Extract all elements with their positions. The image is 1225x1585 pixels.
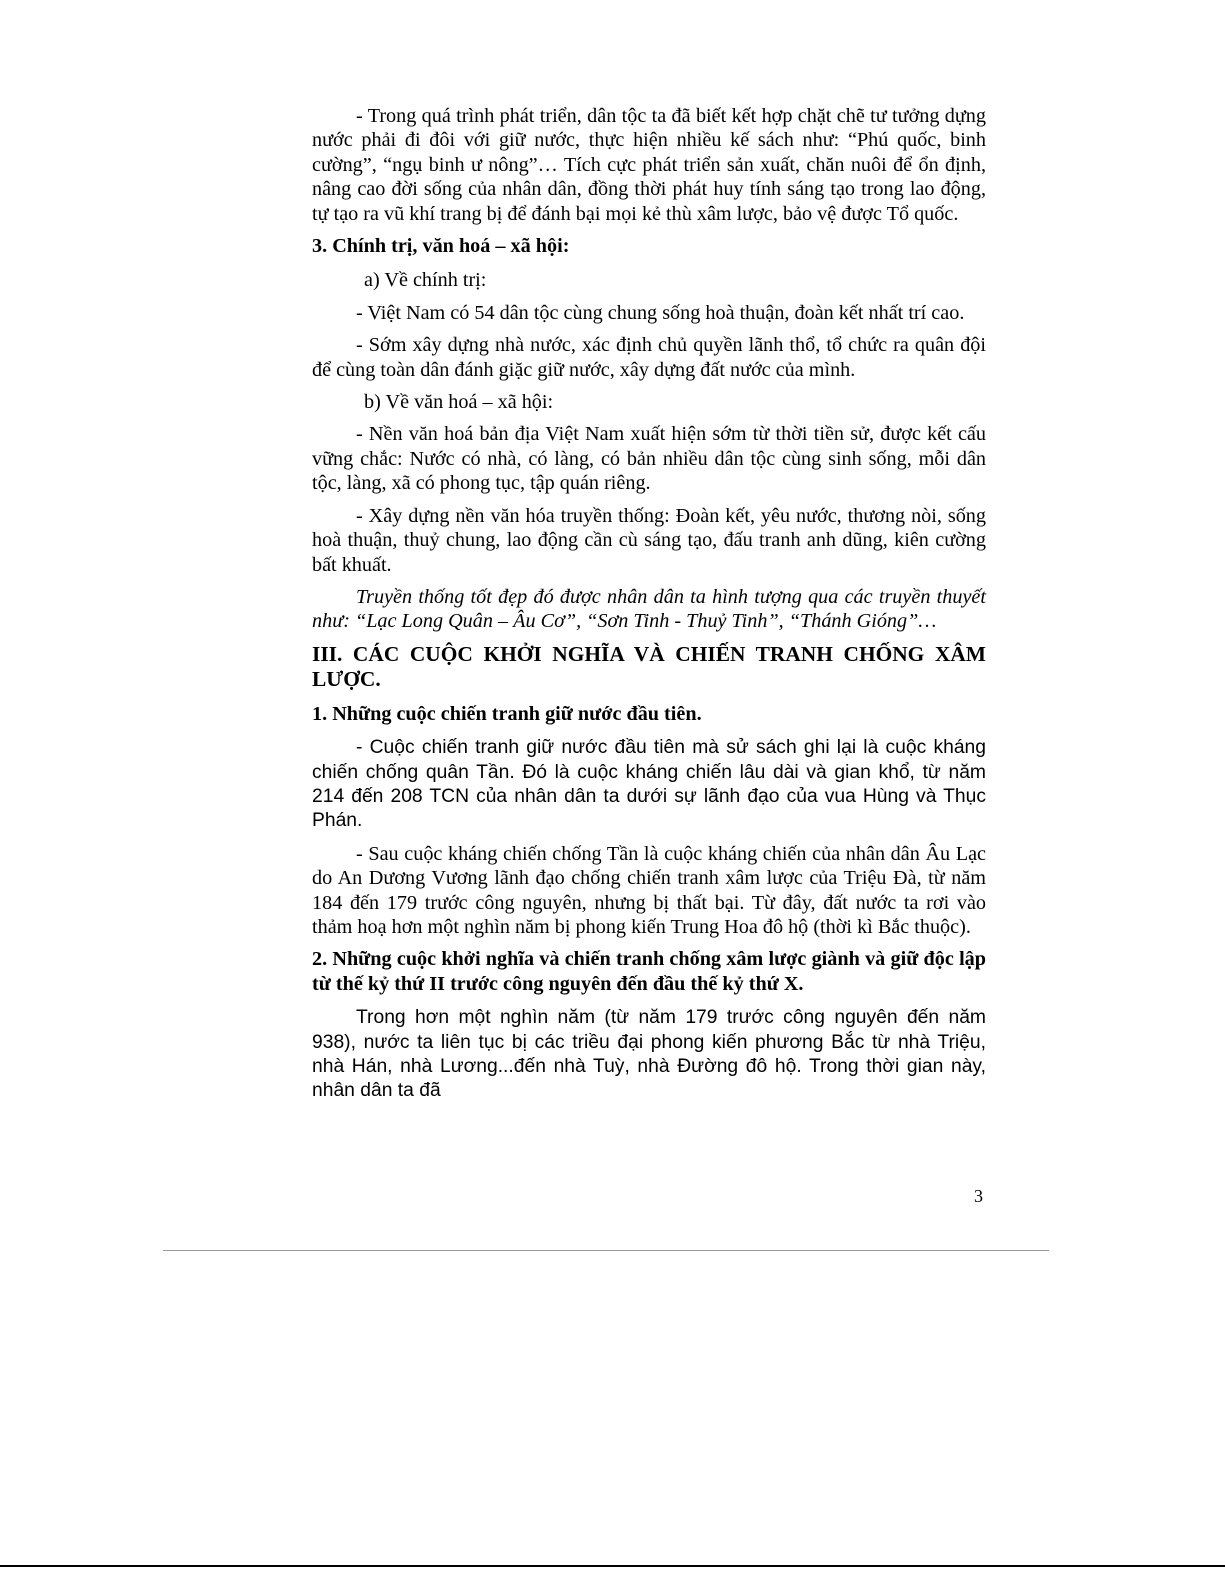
- paragraph-ethnic-groups: - Việt Nam có 54 dân tộc cùng chung sống hoà thuận, đoàn kết nhất trí cao.: [356, 301, 965, 324]
- page-number: 3: [974, 1186, 983, 1206]
- subheading-culture-society: b) Về văn hoá – xã hội:: [364, 391, 554, 414]
- section-heading-first-wars: 1. Những cuộc chiến tranh giữ nước đầu tiên.: [312, 702, 702, 725]
- paragraph-native-culture: - Nền văn hoá bản địa Việt Nam xuất hiện sớm từ thời tiền sử, được kết cấu vững chắc: Nước có nhà, có làng, có bản nhiều dân tộc cùng sinh sống, mỗi dân tộc, làng, xã có phong tục, tập quán riêng.: [312, 423, 986, 495]
- section-heading-independence-wars: 2. Những cuộc khởi nghĩa và chiến tranh chống xâm lược giành và giữ độc lập từ thế kỷ thứ II trước công nguyên đến đầu thế kỷ thứ X.: [312, 948, 986, 995]
- subheading-politics: a) Về chính trị:: [364, 269, 487, 292]
- paragraph-traditional-culture: - Xây dựng nền văn hóa truyền thống: Đoàn kết, yêu nước, thương nòi, sống hoà thuận, thuỷ chung, lao động cần cù sáng tạo, đấu tranh anh dũng, kiên cường bất khuất.: [312, 504, 986, 576]
- paragraph-legends: Truyền thống tốt đẹp đó được nhân dân ta hình tượng qua các truyền thuyết như: “Lạc Long Quân – Âu Cơ”, “Sơn Tinh - Thuỷ Tinh”, “Thánh Gióng”…: [312, 585, 986, 633]
- chapter-heading-uprisings: III. CÁC CUỘC KHỞI NGHĨA VÀ CHIẾN TRANH CHỐNG XÂM LƯỢC.: [312, 641, 986, 691]
- document-page: [312, 104, 986, 1112]
- page-footer-divider: [163, 1250, 1049, 1251]
- bottom-border: [0, 1565, 1225, 1567]
- paragraph-qin-resistance: - Cuộc chiến tranh giữ nước đầu tiên mà sử sách ghi lại là cuộc kháng chiến chống quân Tần. Đó là cuộc kháng chiến lâu dài và gian khổ, từ năm 214 đến 208 TCN của nhân dân ta dưới sự lãnh đạo của vua Hùng và Thục Phán.: [312, 737, 986, 832]
- paragraph-au-lac-resistance: - Sau cuộc kháng chiến chống Tần là cuộc kháng chiến của nhân dân Âu Lạc do An Dương Vương lãnh đạo chống chiến tranh xâm lược của Triệu Đà, từ năm 184 đến 179 trước công nguyên, nhưng bị thất bại. Từ đây, đất nước ta rơi vào thảm hoạ hơn một nghìn năm bị phong kiến Trung Hoa đô hộ (thời kì Bắc thuộc).: [312, 842, 986, 938]
- paragraph-development: - Trong quá trình phát triển, dân tộc ta đã biết kết hợp chặt chẽ tư tưởng dựng nước phải đi đôi với giữ nước, thực hiện nhiều kế sách như: “Phú quốc, binh cường”, “ngụ binh ư nông”… Tích cực phát triển sản xuất, chăn nuôi để ổn định, nâng cao đời sống của nhân dân, đồng thời phát huy tính sáng tạo trong lao động, tự tạo ra vũ khí trang bị để đánh bại mọi kẻ thù xâm lược, bảo vệ được Tổ quốc.: [312, 105, 986, 225]
- paragraph-northern-domination: Trong hơn một nghìn năm (từ năm 179 trước công nguyên đến năm 938), nước ta liên tục bị các triều đại phong kiến phương Bắc từ nhà Triệu, nhà Hán, nhà Lương...đến nhà Tuỳ, nhà Đường đô hộ. Trong thời gian này, nhân dân ta đã: [312, 1007, 986, 1102]
- section-heading-politics-culture: 3. Chính trị, văn hoá – xã hội:: [312, 235, 570, 258]
- paragraph-state-building: - Sớm xây dựng nhà nước, xác định chủ quyền lãnh thổ, tổ chức ra quân đội để cùng toàn dân đánh giặc giữ nước, xây dựng đất nước của mình.: [312, 334, 986, 381]
